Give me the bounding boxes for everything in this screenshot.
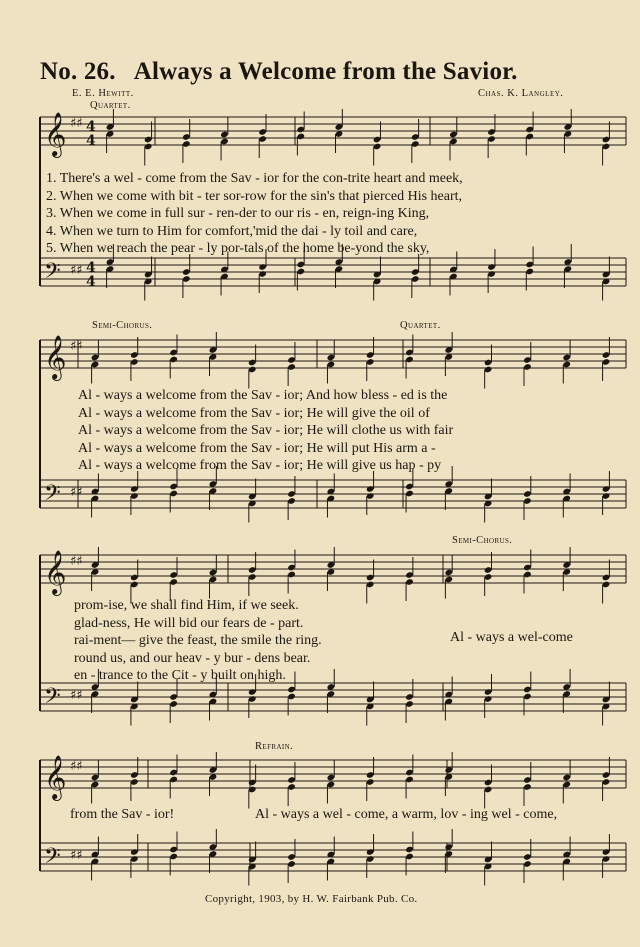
chorus-line: Al - ways a welcome from the Sav - ior; He will give us hap - py bbox=[78, 458, 442, 473]
time-signature: 4 bbox=[86, 119, 96, 135]
refrain-lyrics: Al - ways a wel - come, a warm, lov - ing wel - come, bbox=[255, 807, 558, 822]
semi-chorus-marking-2: Semi-Chorus. bbox=[452, 535, 513, 546]
refrain-start-lyrics: from the Sav - ior! bbox=[70, 807, 175, 822]
quartet-marking: Quartet. bbox=[90, 100, 131, 111]
verse-lyrics bbox=[46, 170, 463, 258]
chorus-line: Al - ways a welcome from the Sav - ior; And how bless - ed is the bbox=[78, 388, 448, 403]
semi-chorus-lyrics: Al - ways a wel-come bbox=[450, 630, 573, 645]
treble-clef-icon: 𝄞 bbox=[44, 550, 67, 594]
verse-line: 2. When we come with bit - ter sor-row for the sin's that pierced His heart, bbox=[46, 188, 463, 204]
time-signature: 4 bbox=[86, 274, 96, 290]
bass-clef-icon: 𝄢 bbox=[44, 481, 61, 511]
treble-clef-icon: 𝄞 bbox=[44, 112, 67, 156]
bass-clef-icon: 𝄢 bbox=[44, 259, 61, 289]
time-signature: 4 bbox=[86, 133, 96, 149]
sharp-icon: ♯♯ bbox=[70, 116, 83, 131]
chorus-line: Al - ways a welcome from the Sav - ior; He will give the oil of bbox=[78, 405, 430, 421]
treble-clef-icon: 𝄞 bbox=[44, 335, 67, 379]
sharp-icon: ♯♯ bbox=[70, 263, 83, 278]
sharp-icon: ♯♯ bbox=[70, 554, 83, 569]
quartet-marking-2: Quartet. bbox=[400, 320, 441, 331]
composer-credit: Chas. K. Langley. bbox=[478, 88, 564, 99]
sharp-icon: ♯♯ bbox=[70, 759, 83, 774]
verse-ending-line: glad-ness, He will bid our fears de - part. bbox=[74, 615, 304, 631]
chorus-lyrics bbox=[78, 387, 453, 475]
treble-clef-icon: 𝄞 bbox=[44, 755, 67, 799]
verse-line: 4. When we turn to Him for comfort,'mid the dai - ly toil and care, bbox=[46, 223, 418, 239]
refrain-marking: Refrain. bbox=[255, 741, 294, 752]
sharp-icon: ♯♯ bbox=[70, 339, 83, 354]
verse-ending-line: en - trance to the Cit - y built on high. bbox=[74, 668, 286, 683]
semi-chorus-marking: Semi-Chorus. bbox=[92, 320, 153, 331]
hymn-heading bbox=[40, 58, 518, 86]
verse-line: 5. When we reach the pear - ly por-tals of the home be-yond the sky, bbox=[46, 241, 430, 256]
sharp-icon: ♯♯ bbox=[70, 688, 83, 703]
copyright-notice: Copyright, 1903, by H. W. Fairbank Pub. Co. bbox=[205, 893, 418, 905]
verse-ending-line: prom-ise, we shall find Him, if we seek. bbox=[74, 598, 299, 613]
sharp-icon: ♯♯ bbox=[70, 485, 83, 500]
verse-ending-line: rai-ment— give the feast, the smile the ring. bbox=[74, 633, 322, 648]
verse-line: 1. There's a wel - come from the Sav - ior for the con-trite heart and meek, bbox=[46, 171, 463, 186]
sharp-icon: ♯♯ bbox=[70, 848, 83, 863]
time-signature: 4 bbox=[86, 260, 96, 276]
bass-clef-icon: 𝄢 bbox=[44, 844, 61, 874]
verse-ending-line: round us, and our heav - y bur - dens bear. bbox=[74, 650, 311, 666]
lyricist-credit: E. E. Hewitt. bbox=[72, 88, 134, 99]
chorus-line: Al - ways a welcome from the Sav - ior; He will put His arm a - bbox=[78, 440, 436, 456]
hymn-number: No. 26. bbox=[40, 58, 116, 85]
verse-line: 3. When we come in full sur - ren-der to our ris - en, reign-ing King, bbox=[46, 206, 430, 221]
hymn-title: Always a Welcome from the Savior. bbox=[133, 58, 518, 85]
bass-clef-icon: 𝄢 bbox=[44, 684, 61, 714]
chorus-line: Al - ways a welcome from the Sav - ior; He will clothe us with fair bbox=[78, 423, 454, 438]
verse-ending-lyrics bbox=[74, 597, 322, 685]
